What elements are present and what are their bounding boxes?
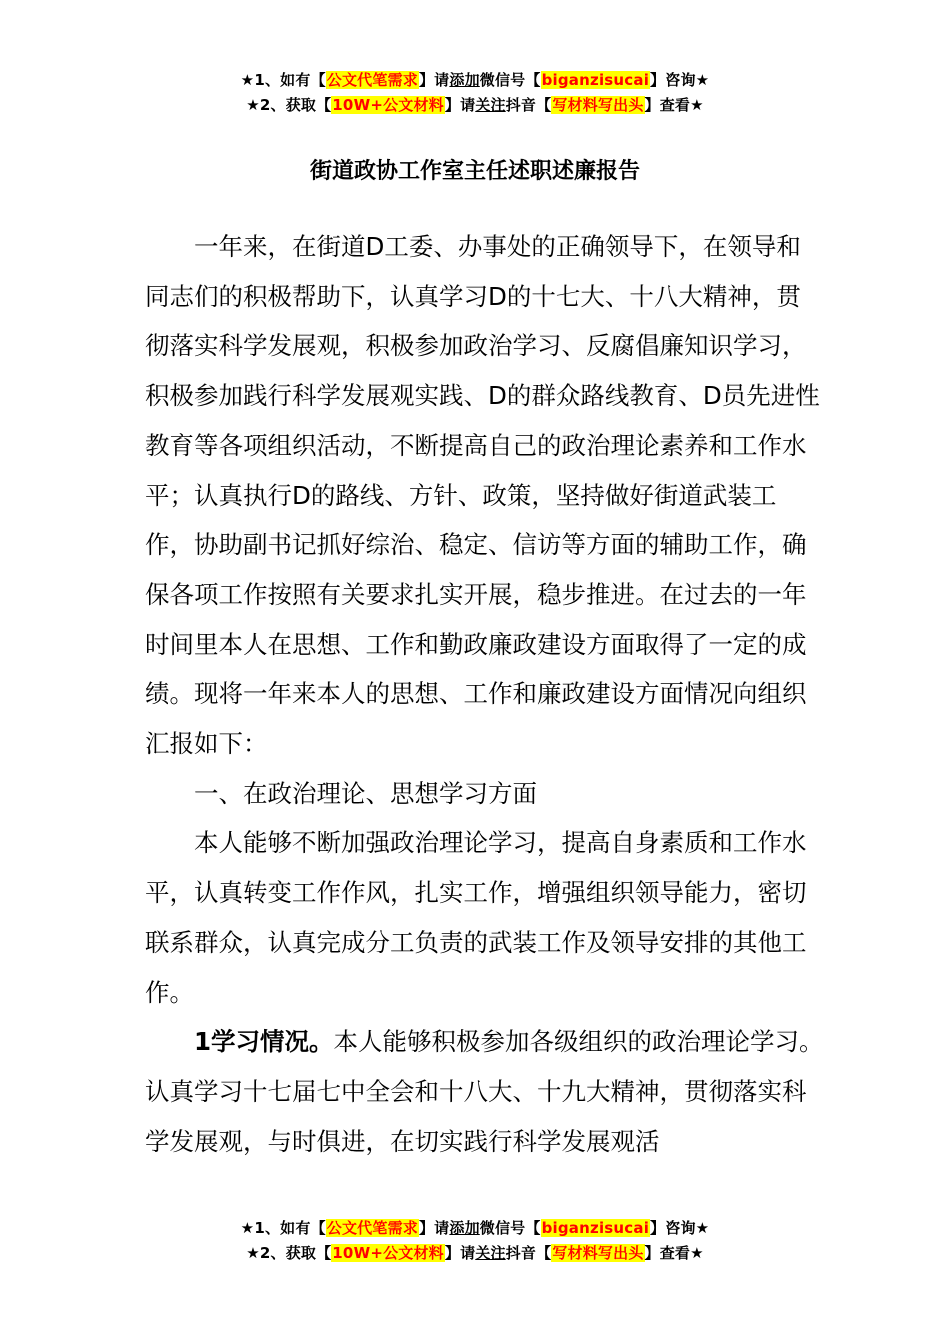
subsection-body: 本人能够积极参加各级组织的政治理论学习。认真学习十七届七中全会和十八大、十九大精神，贯彻落实科学发展观，与时俱进，在切实践行科学发展观活 [145, 1027, 824, 1156]
highlight-wechat-id: biganzisucai [541, 71, 650, 89]
promo-banner-bottom [0, 1216, 950, 1266]
promo-line-2: ★2、获取【10W+公文材料】请关注抖音【写材料写出头】查看★ [246, 96, 704, 114]
promo-line-1: ★1、如有【公文代笔需求】请添加微信号【biganzisucai】咨询★ [240, 1219, 710, 1237]
promo-line-2: ★2、获取【10W+公文材料】请关注抖音【写材料写出头】查看★ [246, 1244, 704, 1262]
highlight-wechat-id: biganzisucai [541, 1219, 650, 1237]
star-icon: ★ [240, 71, 255, 89]
highlight-materials: 10W+公文材料 [332, 96, 444, 114]
paragraph-section-intro: 本人能够不断加强政治理论学习，提高自身素质和工作水平，认真转变工作作风，扎实工作，增强组织领导能力，密切联系群众，认真完成分工负责的武装工作及领导安排的其他工作。 [145, 828, 807, 1007]
subsection-heading: 1学习情况。 [194, 1027, 334, 1057]
highlight-service: 公文代笔需求 [326, 1219, 418, 1237]
highlight-douyin-account: 写材料写出头 [552, 96, 644, 114]
section-heading: 一、在政治理论、思想学习方面 [194, 778, 537, 808]
star-icon: ★ [690, 1244, 704, 1262]
highlight-douyin-account: 写材料写出头 [552, 1244, 644, 1262]
star-icon: ★ [690, 96, 704, 114]
document-body [145, 222, 825, 1166]
star-icon: ★ [240, 1219, 255, 1237]
document-title: 街道政协工作室主任述职述廉报告 [309, 159, 640, 184]
paragraph-study [145, 1017, 825, 1166]
promo-banner-top [0, 68, 950, 118]
highlight-materials: 10W+公文材料 [332, 1244, 444, 1262]
promo-line-1: ★1、如有【公文代笔需求】请添加微信号【biganzisucai】咨询★ [240, 71, 710, 89]
star-icon: ★ [695, 1219, 710, 1237]
highlight-service: 公文代笔需求 [326, 71, 418, 89]
paragraph-intro: 一年来，在街道D工委、办事处的正确领导下，在领导和同志们的积极帮助下，认真学习D的十七大、十八大精神，贯彻落实科学发展观，积极参加政治学习、反腐倡廉知识学习，积极参加践行科学发展观实践、D的群众路线教育、D员先进性教育等各项组织活动，不断提高自己的政治理论素养和工作水平；认真执行D的路线、方针、政策，坚持做好街道武装工作，协助副书记抓好综治、稳定、信访等方面的辅助工作，确保各项工作按照有关要求扎实开展，稳步推进。在过去的一年时间里本人在思想、工作和勤政廉政建设方面取得了一定的成绩。现将一年来本人的思想、工作和廉政建设方面情况向组织汇报如下： [145, 232, 820, 759]
star-icon: ★ [246, 96, 260, 114]
star-icon: ★ [246, 1244, 260, 1262]
star-icon: ★ [695, 71, 710, 89]
